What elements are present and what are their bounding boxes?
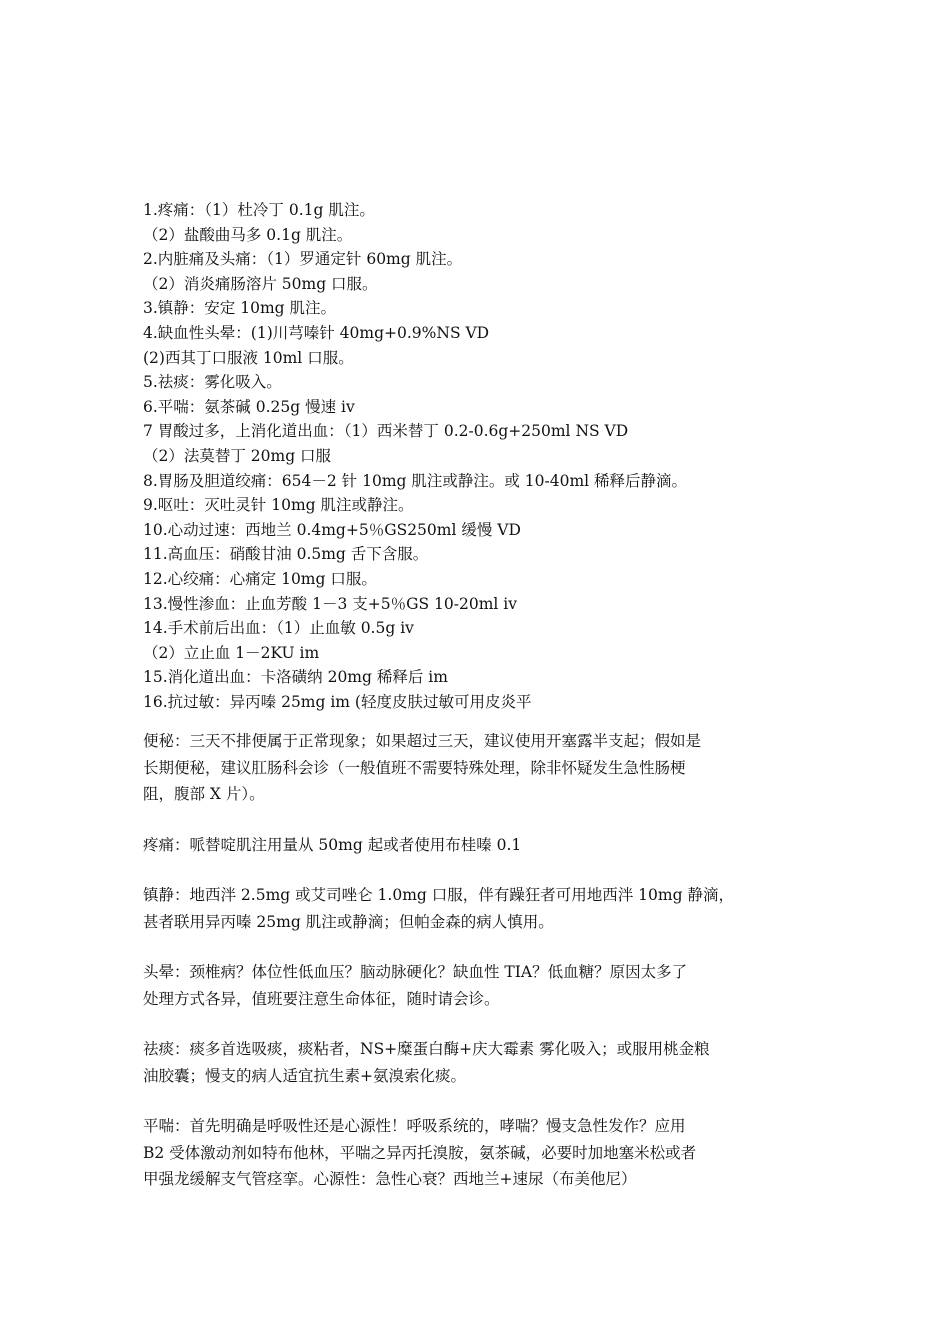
document-body xyxy=(143,198,823,1193)
list-item: (2)西其丁口服液 10ml 口服。 xyxy=(143,348,354,367)
list-item: 12.心绞痛：心痛定 10mg 口服。 xyxy=(143,569,377,588)
paragraph-dizziness xyxy=(143,959,823,1012)
list-item: 4.缺血性头晕：(1)川芎嗪针 40mg+0.9%NS VD xyxy=(143,323,490,342)
paragraph-line: 平喘：首先明确是呼吸性还是心源性！呼吸系统的，哮喘？慢支急性发作？应用 xyxy=(143,1117,686,1136)
paragraph-line: 处理方式各异，值班要注意生命体征，随时请会诊。 xyxy=(143,989,500,1008)
list-item: 13.慢性渗血：止血芳酸 1－3 支+5％GS 10-20ml iv xyxy=(143,594,517,613)
list-item: 5.祛痰：雾化吸入。 xyxy=(143,373,282,392)
list-item: （2）盐酸曲马多 0.1g 肌注。 xyxy=(143,225,353,244)
list-item: 15.消化道出血：卡洛磺纳 20mg 稀释后 im xyxy=(143,668,448,687)
list-item: 14.手术前后出血：（1）止血敏 0.5g iv xyxy=(143,619,414,638)
paragraph-pain xyxy=(143,832,823,859)
paragraph-expectorant xyxy=(143,1036,823,1089)
list-item: （2）立止血 1－2KU im xyxy=(143,643,320,662)
list-item: 1.疼痛：（1）杜冷丁 0.1g 肌注。 xyxy=(143,201,375,219)
list-item: 2.内脏痛及头痛：（1）罗通定针 60mg 肌注。 xyxy=(143,250,463,269)
list-item: （2）法莫替丁 20mg 口服 xyxy=(143,446,332,465)
list-item: 7 胃酸过多，上消化道出血：（1）西米替丁 0.2-0.6g+250ml NS VD xyxy=(143,422,629,441)
list-item: 3.镇静：安定 10mg 肌注。 xyxy=(143,299,336,318)
list-item: 11.高血压：硝酸甘油 0.5mg 舌下含服。 xyxy=(143,545,429,564)
paragraph-line: 阻，腹部 X 片）。 xyxy=(143,785,265,804)
paragraph-line: 祛痰：痰多首选吸痰，痰粘者，NS+糜蛋白酶+庆大霉素 雾化吸入；或服用桃金粮 xyxy=(143,1040,710,1059)
list-item: （2）消炎痛肠溶片 50mg 口服。 xyxy=(143,274,378,293)
paragraph-line: B2 受体激动剂如特布他林，平喘之异丙托溴胺，氨茶碱，必要时加地塞米松或者 xyxy=(143,1143,697,1162)
treatment-list xyxy=(143,198,823,714)
paragraph-line: 疼痛：哌替啶肌注用量从 50mg 起或者使用布桂嗪 0.1 xyxy=(143,835,522,854)
paragraph-line: 甚者联用异丙嗪 25mg 肌注或静滴；但帕金森的病人慎用。 xyxy=(143,912,554,931)
list-item: 16.抗过敏：异丙嗪 25mg im (轻度皮肤过敏可用皮炎平 xyxy=(143,692,532,711)
list-item: 6.平喘：氨茶碱 0.25g 慢速 iv xyxy=(143,397,355,416)
paragraph-line: 甲强龙缓解支气管痉挛。心源性：急性心衰？西地兰+速尿（布美他尼） xyxy=(143,1170,637,1189)
list-item: 10.心动过速：西地兰 0.4mg+5％GS250ml 缓慢 VD xyxy=(143,520,521,539)
paragraph-antiasthma xyxy=(143,1113,823,1193)
paragraph-constipation xyxy=(143,728,823,808)
paragraph-line: 油胶囊；慢支的病人适宜抗生素+氨溴索化痰。 xyxy=(143,1066,466,1085)
paragraph-line: 头晕：颈椎病？体位性低血压？脑动脉硬化？缺血性 TIA？低血糖？原因太多了 xyxy=(143,963,688,982)
list-item: 8.胃肠及胆道绞痛：654－2 针 10mg 肌注或静注。或 10-40ml 稀释后静滴。 xyxy=(143,471,688,490)
list-item: 9.呕吐：灭吐灵针 10mg 肌注或静注。 xyxy=(143,496,414,515)
paragraph-line: 镇静：地西泮 2.5mg 或艾司唑仑 1.0mg 口服，伴有躁狂者可用地西泮 10mg 静滴， xyxy=(143,886,734,905)
paragraph-line: 便秘：三天不排便属于正常现象；如果超过三天，建议使用开塞露半支起；假如是 xyxy=(143,732,702,751)
paragraph-sedation xyxy=(143,882,823,935)
paragraph-line: 长期便秘，建议肛肠科会诊（一般值班不需要特殊处理，除非怀疑发生急性肠梗 xyxy=(143,758,686,777)
